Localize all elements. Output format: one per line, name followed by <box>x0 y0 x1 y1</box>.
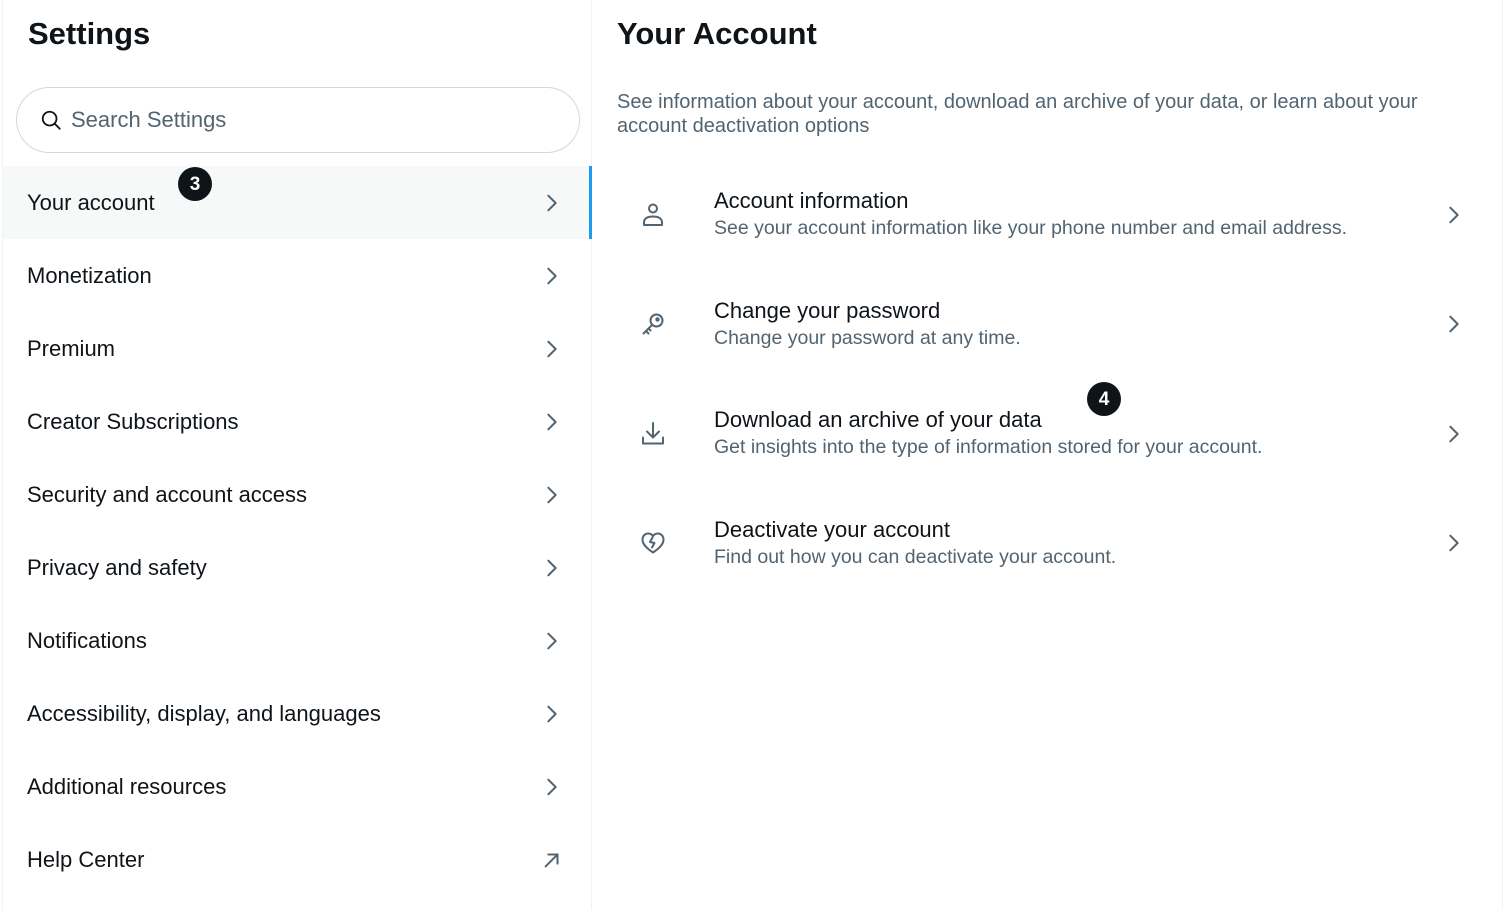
menu-item-label: Your account <box>27 189 155 215</box>
account-panel <box>593 0 1503 910</box>
option-account-information[interactable] <box>593 160 1501 270</box>
option-subtitle: See your account information like your phone number and email address. <box>714 217 1348 239</box>
menu-item-label: Security and account access <box>27 481 308 507</box>
menu-item-premium[interactable] <box>3 312 591 385</box>
option-subtitle: Get insights into the type of information stored for your account. <box>714 436 1263 458</box>
option-subtitle: Change your password at any time. <box>714 326 1021 349</box>
menu-item-label: Notifications <box>27 627 147 653</box>
account-options <box>593 160 1501 598</box>
menu-item-label: Help Center <box>27 846 145 872</box>
menu-item-label: Creator Subscriptions <box>27 408 239 434</box>
menu-item-creator-subscriptions[interactable] <box>3 385 591 458</box>
person-icon <box>639 201 667 229</box>
step-badge-3: 3 <box>178 167 212 201</box>
chevron-right-icon <box>541 484 563 506</box>
chevron-right-icon <box>541 411 563 433</box>
chevron-right-icon <box>541 192 563 214</box>
option-title: Deactivate your account <box>714 516 951 542</box>
download-icon <box>639 420 667 448</box>
chevron-right-icon <box>1443 532 1465 554</box>
settings-sidebar <box>2 0 592 910</box>
search-input[interactable] <box>71 107 551 133</box>
chevron-right-icon <box>1443 423 1465 445</box>
menu-item-notifications[interactable] <box>3 604 591 677</box>
settings-menu <box>3 166 591 896</box>
key-icon <box>639 310 667 338</box>
menu-item-label: Monetization <box>27 262 152 288</box>
menu-item-label: Accessibility, display, and languages <box>27 700 381 726</box>
chevron-right-icon <box>541 265 563 287</box>
option-title: Download an archive of your data <box>714 407 1042 432</box>
settings-title: Settings <box>28 16 151 51</box>
menu-item-help-center[interactable] <box>3 823 591 896</box>
menu-item-monetization[interactable] <box>3 239 591 312</box>
search-box[interactable] <box>16 87 580 153</box>
option-title: Account information <box>714 188 909 213</box>
chevron-right-icon <box>1443 204 1465 226</box>
chevron-right-icon <box>541 338 563 360</box>
external-link-arrow-icon <box>541 849 563 871</box>
account-description: See information about your account, download an archive of your data, or learn about your account deactivation options <box>617 91 1418 137</box>
chevron-right-icon <box>541 776 563 798</box>
option-subtitle: Find out how you can deactivate your account. <box>714 545 1117 568</box>
menu-item-label: Additional resources <box>27 773 227 799</box>
menu-item-label: Privacy and safety <box>27 554 207 580</box>
menu-item-accessibility[interactable] <box>3 677 591 750</box>
option-change-password[interactable] <box>593 270 1501 380</box>
search-icon <box>39 108 63 132</box>
step-badge-4: 4 <box>1087 382 1121 416</box>
broken-heart-icon <box>639 529 667 557</box>
menu-item-your-account[interactable] <box>3 166 591 239</box>
menu-item-security[interactable] <box>3 458 591 531</box>
option-title: Change your password <box>714 297 941 323</box>
menu-item-label: Premium <box>27 335 116 361</box>
page-title: Your Account <box>617 16 817 51</box>
menu-item-privacy[interactable] <box>3 531 591 604</box>
chevron-right-icon <box>1443 313 1465 335</box>
option-deactivate-account[interactable] <box>593 489 1501 599</box>
option-download-archive[interactable] <box>593 379 1501 489</box>
chevron-right-icon <box>541 630 563 652</box>
menu-item-additional-resources[interactable] <box>3 750 591 823</box>
chevron-right-icon <box>541 703 563 725</box>
chevron-right-icon <box>541 557 563 579</box>
